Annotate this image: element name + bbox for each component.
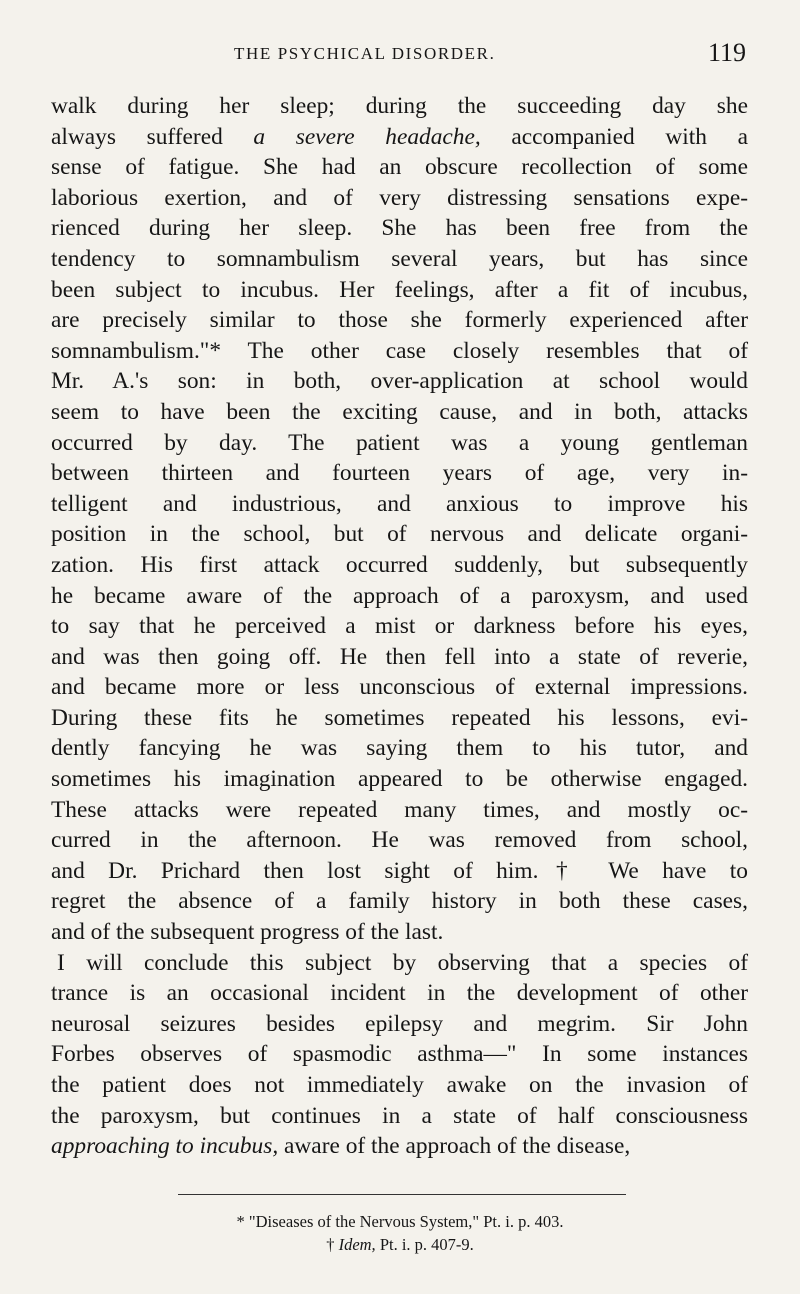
text-line: These attacks were repeated many times, and mostly oc- [51,796,748,823]
text-line: sometimes his imagination appeared to be otherwise engaged. [51,766,748,793]
text-line: laborious exertion, and of very distressing sensations expe- [51,184,748,211]
footnote-2 [0,1233,800,1256]
text-line: tendency to somnambulism several years, but has since [51,245,748,272]
text-line: somnambulism."* The other case closely resembles that of [51,337,748,364]
paragraph-1 [51,91,748,948]
italic-phrase: a severe headache, [253,123,481,150]
text-line: walk during her sleep; during the succeeding day she [51,93,748,119]
running-head: THE PSYCHICAL DISORDER. [234,44,496,63]
footnote-rule [178,1194,626,1195]
footnote-2-italic: Idem, [338,1235,376,1254]
text-line: zation. His first attack occurred suddenly, but subsequently [51,551,748,578]
text-line: trance is an occasional incident in the development of other [51,980,748,1007]
text-line: and became more or less unconscious of external impressions. [51,674,748,701]
text-line: between thirteen and fourteen years of age, very in- [51,460,748,487]
text-line: seem to have been the exciting cause, and in both, attacks [51,398,748,425]
text-line: Mr. A.'s son: in both, over-application at school would [51,368,748,395]
text-line [51,1131,748,1162]
text-line: to say that he perceived a mist or darkness before his eyes, [51,613,748,640]
page-header [52,38,748,74]
text-line: Forbes observes of spasmodic asthma—" In some instances [51,1041,748,1068]
text-line: the patient does not immediately awake on the invasion of [51,1072,748,1098]
text-line: curred in the afternoon. He was removed from school, [51,827,748,854]
text-line: and was then going off. He then fell into a state of reverie, [51,643,748,670]
text-line: rienced during her sleep. She has been free from the [51,215,748,242]
text-line: are precisely similar to those she formerly experienced after [51,307,748,334]
text-segment: aware of the approach of the disease, [278,1133,631,1160]
text-line: neurosal seizures besides epilepsy and megrim. Sir John [51,1010,748,1037]
text-line: been subject to incubus. Her feelings, after a fit of incubus, [51,276,748,303]
paragraph-2 [51,948,748,1162]
text-line: and Dr. Prichard then lost sight of him.† We have to [51,857,748,884]
text-line: and of the subsequent progress of the last. [51,919,444,946]
text-segment: always suffered [51,123,254,150]
italic-phrase: approaching to incubus, [51,1133,279,1160]
footnotes [0,1210,800,1256]
body-text [51,91,748,1162]
text-line: During these fits he sometimes repeated his lessons, evi- [51,704,748,731]
text-line: telligent and industrious, and anxious to improve his [51,490,748,517]
text-line: occurred by day. The patient was a young gentleman [51,429,748,456]
page-number: 119 [707,38,746,67]
text-line [51,122,748,153]
footnote-1: * "Diseases of the Nervous System," Pt. i. p. 403. [236,1212,564,1231]
text-line: sense of fatigue. She had an obscure recollection of some [51,154,748,181]
footnote-2-rest: Pt. i. p. 407-9. [375,1235,474,1254]
footnote-2-mark: † [326,1235,339,1254]
text-line: he became aware of the approach of a paroxysm, and used [51,582,748,609]
text-line: dently fancying he was saying them to his tutor, and [51,735,748,762]
text-line: I will conclude this subject by observing that a species of [57,949,748,976]
text-line: the paroxysm, but continues in a state of half consciousness [51,1102,748,1129]
text-line: regret the absence of a family history in both these cases, [51,888,748,915]
text-segment: accompanied with a [480,123,748,150]
text-line: position in the school, but of nervous and delicate organi- [51,521,748,548]
